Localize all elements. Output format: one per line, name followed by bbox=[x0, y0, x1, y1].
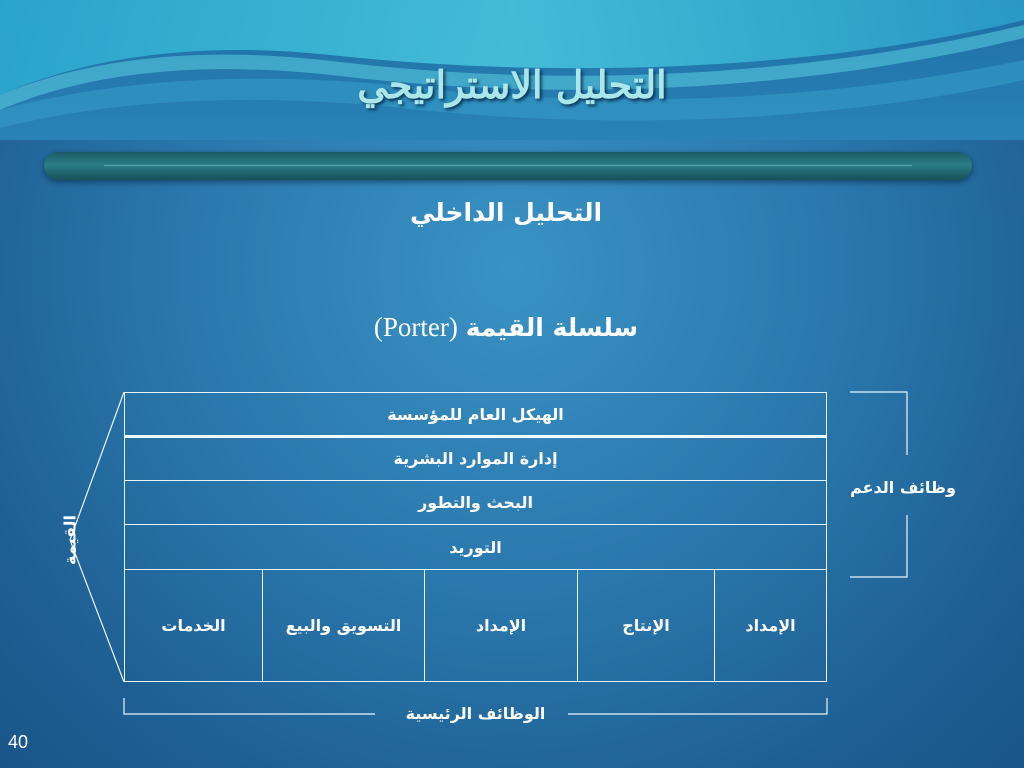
title-divider-line bbox=[104, 165, 912, 166]
primary-cell-services: الخدمات bbox=[124, 569, 263, 682]
page-number: 40 bbox=[8, 732, 29, 752]
support-row-rnd: البحث والتطور bbox=[124, 480, 827, 525]
support-bracket-top bbox=[850, 392, 907, 455]
primary-activities-row bbox=[124, 569, 827, 682]
support-row-infrastructure: الهيكل العام للمؤسسة bbox=[124, 392, 827, 438]
support-bracket-bottom bbox=[850, 515, 907, 577]
support-activities-label: وظائف الدعم bbox=[850, 478, 956, 497]
support-row-hr: إدارة الموارد البشرية bbox=[124, 436, 827, 481]
primary-activities-label: الوظائف الرئيسية bbox=[405, 704, 546, 723]
value-chain-table bbox=[124, 392, 827, 682]
value-chain-heading bbox=[0, 312, 1012, 343]
support-row-procurement: التوريد bbox=[124, 524, 827, 570]
slide-subtitle: التحليل الداخلي bbox=[409, 198, 603, 227]
value-chain-heading-author: (Porter) bbox=[373, 312, 458, 342]
slide-title: التحليل الاستراتيجي bbox=[357, 62, 667, 107]
title-divider-bar bbox=[44, 152, 972, 180]
primary-cell-outbound-logistics: الإمداد bbox=[424, 569, 578, 682]
primary-cell-marketing-sales: التسويق والبيع bbox=[262, 569, 425, 682]
value-label: القيمة bbox=[60, 515, 80, 565]
primary-cell-inbound-logistics: الإمداد bbox=[714, 569, 827, 682]
primary-cell-operations: الإنتاج bbox=[577, 569, 715, 682]
value-chain-heading-arabic: سلسلة القيمة bbox=[465, 313, 639, 342]
